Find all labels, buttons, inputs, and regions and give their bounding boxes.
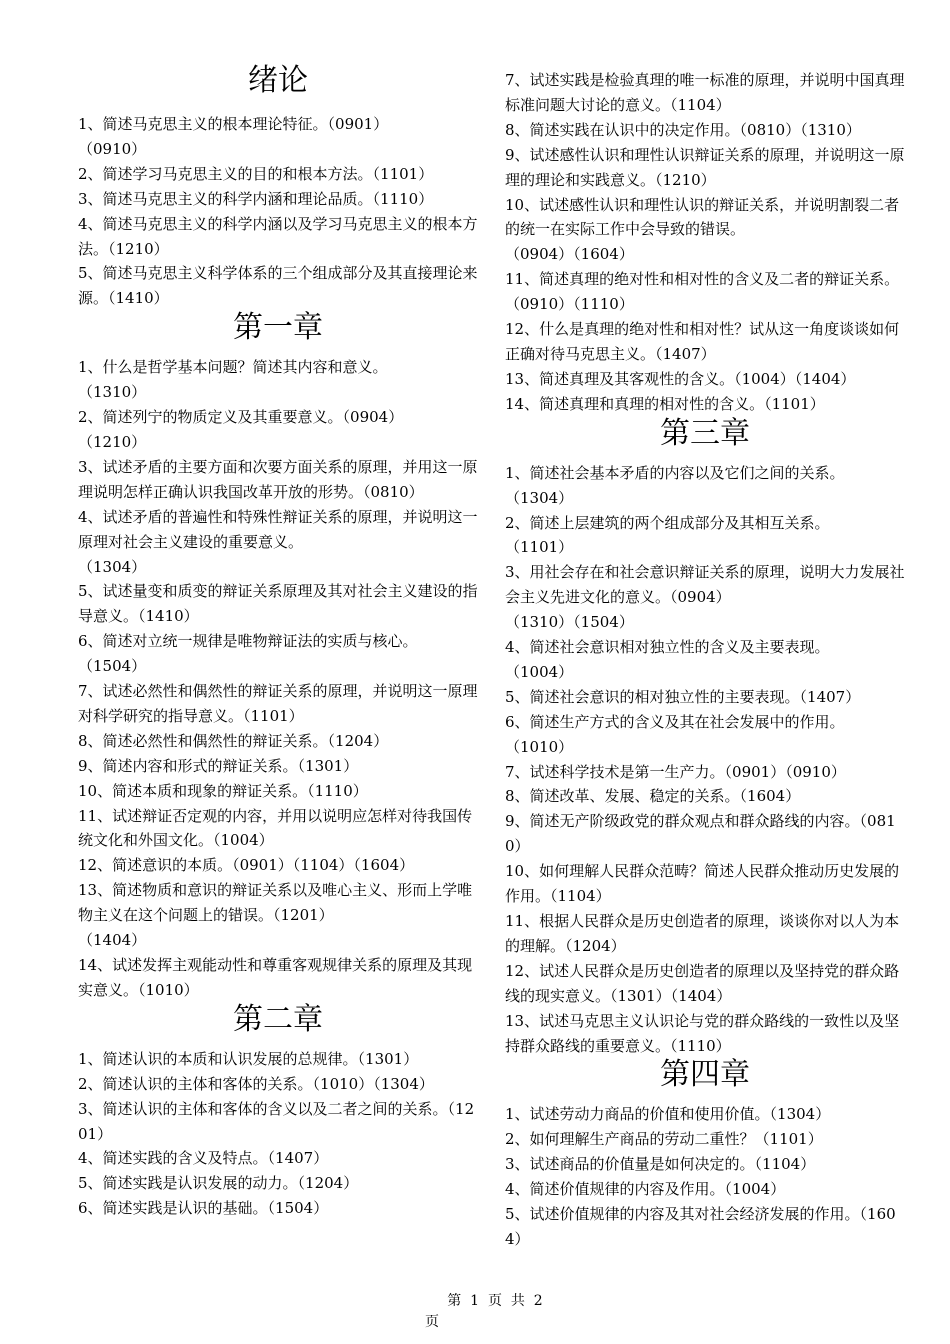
question-item: 1、简述认识的本质和认识发展的总规律。（1301） [78, 1049, 419, 1068]
question-item: 3、简述认识的主体和客体的含义以及二者之间的关系。（1201） [78, 1099, 475, 1143]
question-item: 2、简述认识的主体和客体的关系。（1010）（1304） [78, 1074, 434, 1093]
section-title-chapter-3: 第三章 [660, 415, 750, 451]
question-item: 2、简述上层建筑的两个组成部分及其相互关系。 （1101） [505, 513, 830, 557]
question-item: 3、用社会存在和社会意识辩证关系的原理，说明大力发展社会主义先进文化的意义。（0904） （1310）（1504） [505, 563, 905, 632]
question-item: 5、简述实践是认识发展的动力。（1204） [78, 1174, 359, 1193]
question-item: 13、试述马克思主义认识论与党的群众路线的一致性以及坚持群众路线的重要意义。（1110） [505, 1011, 900, 1055]
question-item: 4、简述马克思主义的科学内涵以及学习马克思主义的根本方法。（1210） [78, 214, 478, 258]
question-item: 3、试述商品的价值量是如何决定的。（1104） [505, 1155, 816, 1174]
question-item: 12、什么是真理的绝对性和相对性？试从这一角度谈谈如何正确对待马克思主义。（1407） [505, 320, 900, 363]
question-item: 10、简述本质和现象的辩证关系。（1110） [78, 781, 368, 800]
question-item: 11、根据人民群众是历史创造者的原理，谈谈你对以人为本的理解。（1204） [505, 912, 900, 955]
question-item: 5、试述量变和质变的辩证关系原理及其对社会主义建设的指导意义。（1410） [78, 582, 478, 626]
question-item: 7、试述科学技术是第一生产力。（0901）（0910） [505, 762, 846, 781]
question-item: 3、试述矛盾的主要方面和次要方面关系的原理，并用这一原理说明怎样正确认识我国改革开放的形势。（0810） [78, 457, 478, 501]
question-item: 9、简述内容和形式的辩证关系。（1301） [78, 756, 359, 775]
section-title-intro: 绪论 [248, 63, 308, 98]
question-item: 12、试述人民群众是历史创造者的原理以及坚持党的群众路线的现实意义。（1301）（1404） [505, 961, 900, 1005]
question-item: 5、试述价值规律的内容及其对社会经济发展的作用。（1604） [505, 1205, 896, 1248]
question-item: 4、简述实践的含义及特点。（1407） [78, 1149, 329, 1168]
question-item: 5、简述社会意识的相对独立性的主要表现。（1407） [505, 687, 861, 706]
question-item: 10、试述感性认识和理性认识的辩证关系，并说明割裂二者的统一在实际工作中会导致的错误。 （0904）（1604） [505, 195, 900, 264]
question-item: 9、简述无产阶级政党的群众观点和群众路线的内容。（0810） [505, 812, 896, 856]
question-item: 4、简述价值规律的内容及作用。（1004） [505, 1180, 786, 1199]
section-title-chapter-1: 第一章 [233, 310, 323, 346]
question-item: 11、试述辩证否定观的内容，并用以说明应怎样对待我国传统文化和外国文化。（1004） [78, 806, 473, 850]
question-item: 2、简述学习马克思主义的目的和根本方法。（1101） [78, 164, 434, 183]
right-column [505, 68, 905, 1252]
question-item: 8、简述必然性和偶然性的辩证关系。（1204） [78, 731, 389, 750]
question-item: 2、如何理解生产商品的劳动二重性？（1101） [505, 1130, 823, 1149]
question-item: 7、试述必然性和偶然性的辩证关系的原理，并说明这一原理对科学研究的指导意义。（1101） [78, 682, 478, 725]
page-number-footer: 第 1 页 共 2 [447, 1293, 543, 1309]
left-column [78, 62, 478, 1221]
question-item: 10、如何理解人民群众范畴？简述人民群众推动历史发展的作用。（1104） [505, 862, 900, 906]
question-item: 6、简述对立统一规律是唯物辩证法的实质与核心。 （1504） [78, 632, 418, 676]
question-item: 14、试述发挥主观能动性和尊重客观规律关系的原理及其现实意义。（1010） [78, 956, 473, 999]
section-title-chapter-4: 第四章 [660, 1057, 750, 1093]
question-item: 13、简述物质和意识的辩证关系以及唯心主义、形而上学唯物主义在这个问题上的错误。（1201） （1404） [78, 881, 473, 950]
question-item: 1、试述劳动力商品的价值和使用价值。（1304） [505, 1105, 831, 1124]
question-item: 13、简述真理及其客观性的含义。（1004）（1404） [505, 369, 856, 388]
question-item: 4、试述矛盾的普遍性和特殊性辩证关系的原理，并说明这一原理对社会主义建设的重要意义。 （1304） [78, 507, 478, 576]
question-item: 3、简述马克思主义的科学内涵和理论品质。（1110） [78, 189, 434, 208]
section-title-chapter-2: 第二章 [233, 1001, 323, 1037]
question-item: 1、简述马克思主义的根本理论特征。（0901） （0910） [78, 115, 389, 158]
question-item: 1、简述社会基本矛盾的内容以及它们之间的关系。 （1304） [505, 463, 845, 507]
question-item: 14、简述真理和真理的相对性的含义。（1101） [505, 394, 825, 413]
question-item: 8、简述改革、发展、稳定的关系。（1604） [505, 787, 801, 806]
page-number-footer-cont: 页 [425, 1314, 439, 1330]
question-item: 5、简述马克思主义科学体系的三个组成部分及其直接理论来源。（1410） [78, 264, 478, 308]
question-item: 6、简述实践是认识的基础。（1504） [78, 1199, 329, 1218]
question-item: 2、简述列宁的物质定义及其重要意义。（0904） （1210） [78, 408, 404, 451]
question-item: 8、简述实践在认识中的决定作用。（0810）（1310） [505, 120, 861, 139]
question-item: 1、什么是哲学基本问题？简述其内容和意义。 （1310） [78, 358, 388, 402]
question-item: 9、试述感性认识和理性认识辩证关系的原理，并说明这一原理的理论和实践意义。（1210） [505, 145, 905, 189]
question-item: 11、简述真理的绝对性和相对性的含义及二者的辩证关系。（0910）（1110） [505, 270, 900, 314]
question-item: 12、简述意识的本质。（0901）（1104）（1604） [78, 856, 415, 875]
question-item: 4、简述社会意识相对独立性的含义及主要表现。 （1004） [505, 638, 830, 681]
question-item: 7、试述实践是检验真理的唯一标准的原理，并说明中国真理标准问题大讨论的意义。（1104） [505, 71, 905, 114]
question-item: 6、简述生产方式的含义及其在社会发展中的作用。 （1010） [505, 712, 845, 756]
